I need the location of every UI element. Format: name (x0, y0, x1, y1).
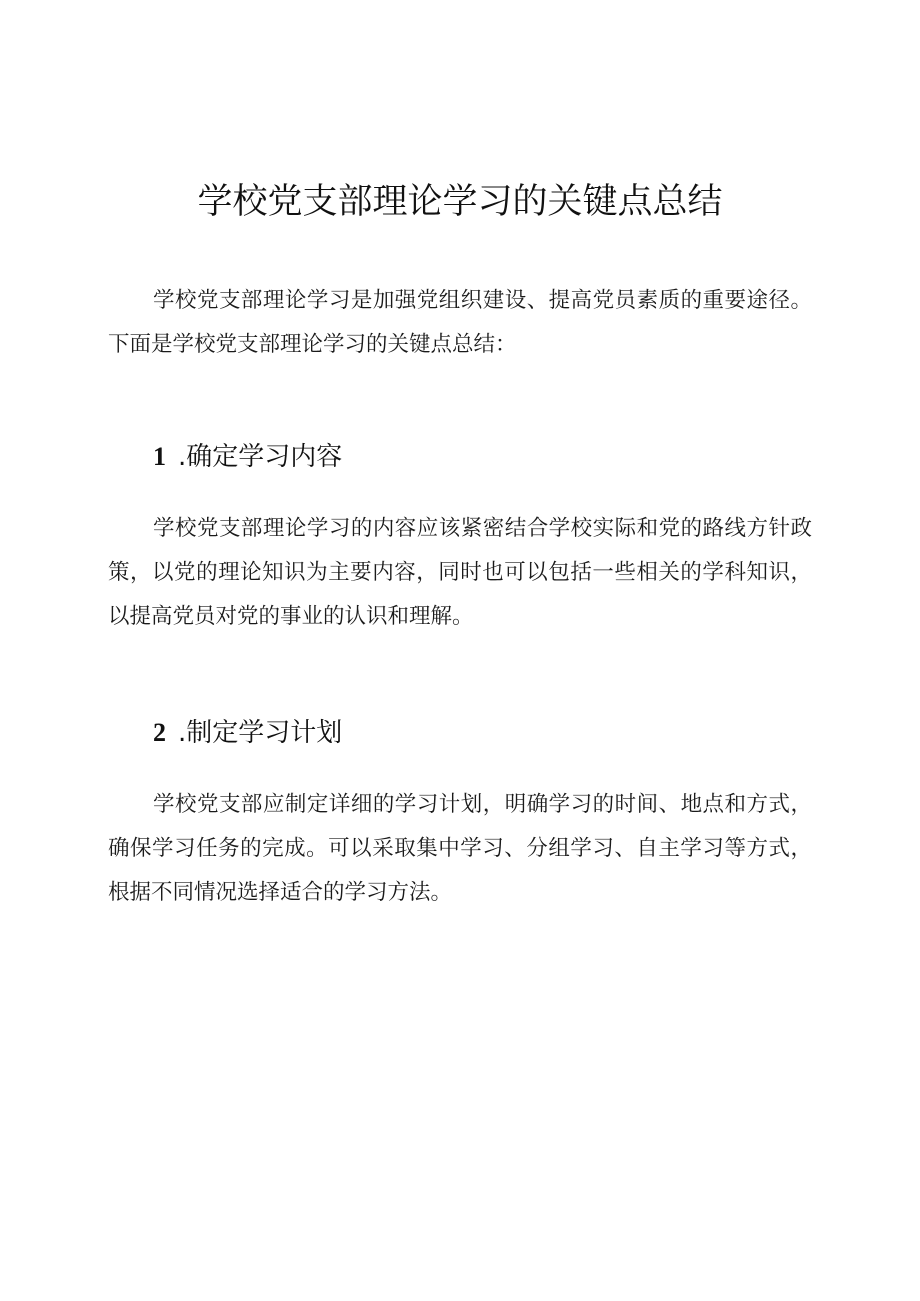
section-heading-1 (153, 437, 342, 477)
intro-paragraph: 学校党支部理论学习是加强党组织建设、提高党员素质的重要途径。下面是学校党支部理论学习的关键点总结： (108, 288, 812, 357)
document-title: 学校党支部理论学习的关键点总结 (197, 182, 723, 222)
section-heading-2 (153, 713, 342, 753)
section-number-2: 2 (153, 718, 166, 747)
section-number-1: 1 (153, 442, 166, 471)
section-body-2: 学校党支部应制定详细的学习计划，明确学习的时间、地点和方式，确保学习任务的完成。可以采取集中学习、分组学习、自主学习等方式，根据不同情况选择适合的学习方法。 (108, 792, 812, 905)
section-title-1: .确定学习内容 (178, 442, 343, 472)
section-body-1: 学校党支部理论学习的内容应该紧密结合学校实际和党的路线方针政策，以党的理论知识为主要内容，同时也可以包括一些相关的学科知识，以提高党员对党的事业的认识和理解。 (108, 516, 812, 629)
section-title-2: .制定学习计划 (178, 718, 343, 748)
